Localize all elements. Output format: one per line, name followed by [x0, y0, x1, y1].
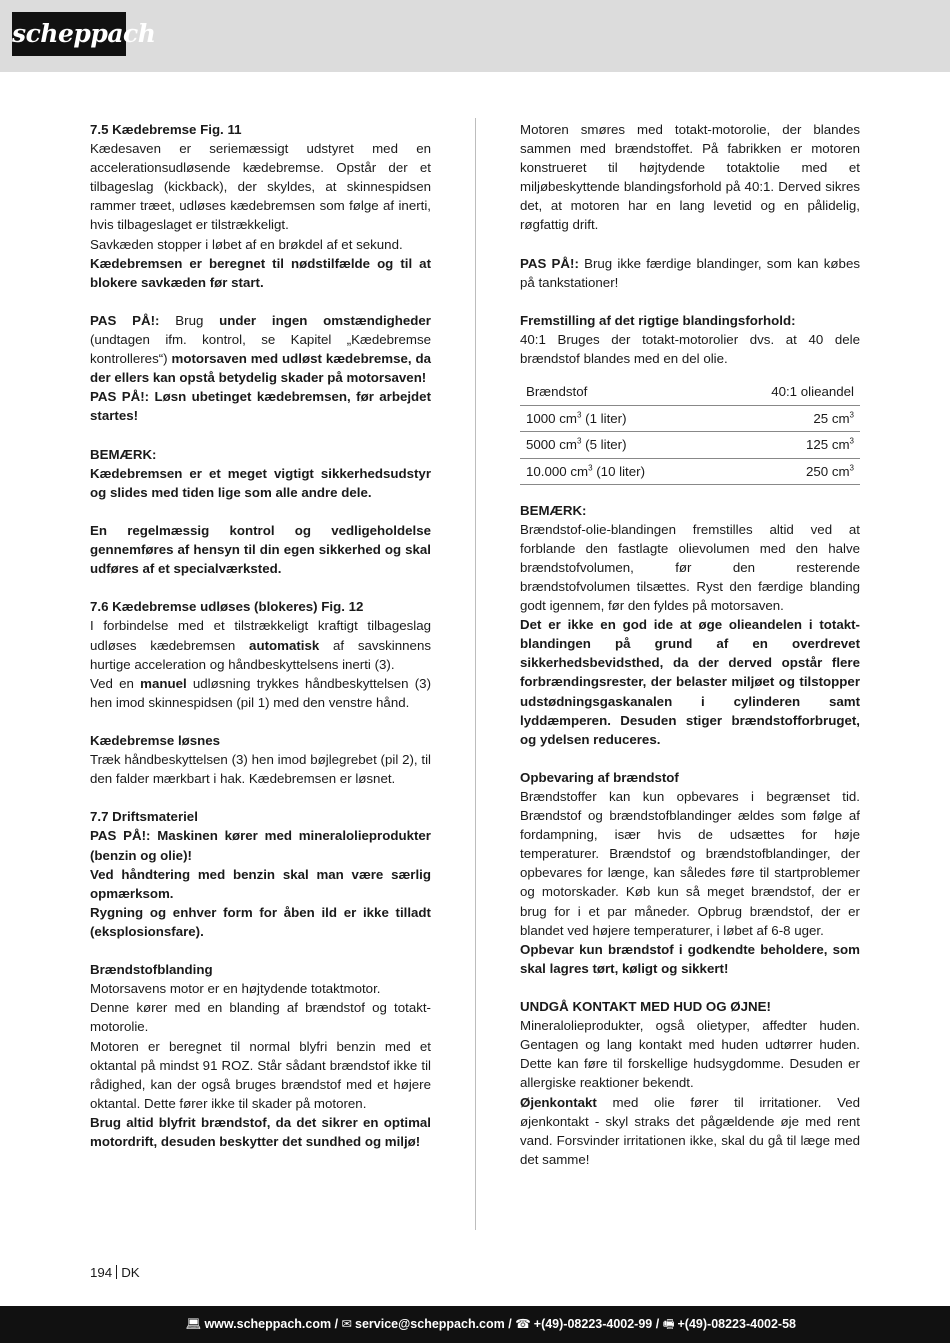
- table-header-cell: 40:1 olieandel: [717, 378, 860, 406]
- warning-paragraph: [90, 311, 431, 387]
- text-run-bold: motorsaven med udløst kædebremse, da der ellers kan opstå betydelig skader på motorsaven!: [90, 351, 431, 386]
- note-paragraph: En regelmæssig kontrol og vedligeholdelse gennemføres af hensyn til din egen sikkerhed og skal udføres af et specialværksted.: [90, 522, 431, 577]
- footer-separator: /: [331, 1317, 342, 1331]
- table-cell: [520, 458, 717, 484]
- superscript: 3: [849, 436, 854, 446]
- right-column: [520, 120, 860, 1169]
- page-number-value: 194: [90, 1265, 113, 1280]
- text-run: udløsning trykkes håndbeskyttelsen (3) hen imod skinnespidsen (pil 1) med den venstre hånd.: [90, 675, 431, 710]
- cell-text: 10.000 cm: [526, 463, 589, 479]
- note-title: BEMÆRK:: [90, 446, 157, 462]
- table-header-row: [520, 378, 860, 406]
- section-title: 7.5 Kædebremse Fig. 11: [90, 122, 242, 137]
- cell-text: 25 cm: [813, 411, 850, 427]
- page-separator: [116, 1265, 117, 1279]
- cell-text: 250 cm: [805, 463, 850, 479]
- text-run: Brug ikke færdige blandinger, som kan købes på tankstationer!: [520, 255, 860, 290]
- table-cell: [520, 406, 717, 432]
- paragraph-bold: Ved håndtering med benzin skal man være særlig opmærksom.: [90, 866, 431, 901]
- warning-paragraph: PAS PÅ!: Løsn ubetinget kædebremsen, før arbejdet startes!: [90, 389, 431, 424]
- phone-icon: ☎︎: [515, 1317, 531, 1331]
- paragraph-bold: Brug altid blyfrit brændstof, da det sikrer en optimal motordrift, desuden beskytter det sundhed og miljø!: [90, 1114, 431, 1149]
- paragraph: Savkæden stopper i løbet af en brøkdel af et sekund.: [90, 236, 403, 252]
- paragraph-bold: Kædebremsen er beregnet til nødstilfælde og til at blokere savkæden før start.: [90, 255, 431, 290]
- scheppach-logo: scheppach: [12, 12, 126, 56]
- subsection-title: Opbevaring af brændstof: [520, 769, 679, 785]
- paragraph: Brændstof-olie-blandingen fremstilles altid ved at forblande den fastlagte olievolumen med den halve brændstofvolumen, før den resterende brændstofvolumen tilsættes. Ryst den færdige blanding godt igennem, før den fyldes på motorsaven.: [520, 521, 860, 614]
- note-paragraph: Kædebremsen er et meget vigtigt sikkerhedsudstyr og slides med tiden lige som alle andre dele.: [90, 465, 431, 500]
- text-run-bold: automatisk: [249, 637, 320, 653]
- superscript: 3: [849, 463, 854, 473]
- cell-text: (1 liter): [581, 411, 627, 427]
- fax-number: +(49)-08223-4002-58: [677, 1317, 796, 1331]
- superscript: 3: [849, 410, 854, 420]
- warning-label: PAS PÅ!:: [90, 312, 160, 328]
- text-run-bold: manuel: [140, 675, 187, 691]
- footer-contacts: [186, 1306, 796, 1343]
- email-link[interactable]: service@scheppach.com: [355, 1317, 505, 1331]
- cell-text: 125 cm: [805, 437, 850, 453]
- paragraph: Motoren smøres med totakt-motorolie, der blandes sammen med brændstoffet. På fabrikken er motoren konstrueret til højtydende totaktolie med et miljøbeskyttende blandingsforhold på 40:1. Derved sikres det, at motoren har en lang levetid og en pålidelig, røgfattig drift.: [520, 122, 860, 233]
- table-row: [520, 458, 860, 484]
- table-header-cell: Brændstof: [520, 378, 717, 406]
- text-run: I forbindelse med et tilstrækkeligt kraftigt tilbageslag udløses kædebremsen: [90, 618, 431, 653]
- fuel-mix-table: [520, 378, 860, 484]
- paragraph: Motoren er beregnet til normal blyfri benzin med et oktantal på mindst 91 ROZ. Står sådant brændstof ikke til rådighed, kan der også bruges brændstof med et højere oktantal. Dette fører ikke til skader på motoren.: [90, 1038, 431, 1111]
- computer-icon: 💻︎: [185, 1317, 202, 1331]
- table-row: [520, 432, 860, 458]
- text-run: med olie fører til irritationer. Ved øjenkontakt - skyl straks det pågældende øje med rent vand. Forsvinder irritationen ikke, skal du gå til læge med det samme!: [520, 1094, 860, 1167]
- text-run-bold: Øjenkontakt: [520, 1094, 597, 1110]
- cell-text: 1000 cm: [526, 411, 577, 427]
- section-title: 7.6 Kædebremse udløses (blokeres) Fig. 12: [90, 599, 364, 615]
- superscript: 3: [577, 436, 582, 446]
- paragraph: Mineralolieprodukter, også olietyper, affedter huden. Gentagen og lang kontakt med huden udtørrer huden. Dette kan føre til forskellige hudsygdomme. Desuden er allergiske reaktioner bekendt.: [520, 1018, 860, 1091]
- table-cell: [717, 458, 860, 484]
- paragraph: [520, 1093, 860, 1169]
- superscript: 3: [577, 410, 582, 420]
- subsection-title: Fremstilling af det rigtige blandingsforhold:: [520, 312, 796, 328]
- website-link[interactable]: www.scheppach.com: [204, 1317, 332, 1331]
- note-title: BEMÆRK:: [520, 502, 587, 518]
- text-run: (undtagen ifm. kontrol, se Kapitel „Kædebremse kontrolleres“): [90, 332, 431, 367]
- footer-separator: /: [652, 1317, 663, 1331]
- paragraph-bold: Opbevar kun brændstof i godkendte beholdere, som skal lagres tørt, køligt og sikkert!: [520, 941, 860, 976]
- language-code: DK: [121, 1265, 140, 1280]
- warning-label: PAS PÅ!:: [520, 255, 579, 271]
- paragraph: Træk håndbeskyttelsen (3) hen imod bøjlegrebet (pil 2), til den falder mærkbart i hak. Kædebremsen er løsnet.: [90, 752, 431, 787]
- paragraph: 40:1 Bruges der totakt-motorolier dvs. at 40 dele brændstof blandes med en del olie.: [520, 332, 860, 367]
- paragraph: [90, 674, 431, 712]
- paragraph-bold: Det er ikke en god ide at øge olieandelen i totakt-blandingen på grund af en overdrevet sikkerhedsbevidsthed, da der derved opstår flere forbrændingsrester, der belaster miljøet og tilstopper udstødningsgaskanalen i cylinderen samt lyddæmperen. Desuden stiger brændstofforbruget, og ydelsen reduceres.: [520, 617, 860, 747]
- paragraph: Kædesaven er seriemæssigt udstyret med en accelerationsudløsende kædebremse. Opstår der et tilbageslag (kickback), der skyldes, at skinnespidsen rammer træet, udløses kædebremsen som følge af inerti, hvis tilbageslaget er tilstrækkeligt.: [90, 141, 431, 233]
- table-cell: [717, 406, 860, 432]
- text-run: af savskinnens hurtige acceleration og håndbeskyttelsens inerti (3).: [90, 637, 431, 672]
- table-cell: [520, 432, 717, 458]
- fax-icon: 🖷︎: [662, 1317, 675, 1331]
- paragraph-bold: PAS PÅ!: Maskinen kører med mineralolieprodukter (benzin og olie)!: [90, 828, 431, 863]
- paragraph: Brændstoffer kan kun opbevares i begrænset tid. Brændstof og brændstofblandinger ældes som følge af fordampning, især hvis de udsættes for høje temperaturer. Brændstof og brændstofblandinger, der opbevares for længe, kan således føre til startproblemer og motorskader. Køb kun så meget brændstof, der er brug for i et par måneder. Opbrug brændstof, der er blandet ved højere temperaturer, i løbet af 6-8 uger.: [520, 789, 860, 938]
- phone-number: +(49)-08223-4002-99: [533, 1317, 653, 1331]
- table-row: [520, 406, 860, 432]
- superscript: 3: [588, 463, 593, 473]
- subsection-title: Kædebremse løsnes: [90, 733, 221, 748]
- table-cell: [717, 432, 860, 458]
- left-column: [90, 120, 431, 1151]
- paragraph-bold: Rygning og enhver form for åben ild er ikke tilladt (eksplosionsfare).: [90, 904, 431, 939]
- subsection-title: Brændstofblanding: [90, 962, 213, 978]
- footer-separator: /: [504, 1317, 516, 1331]
- subsection-title: UNDGÅ KONTAKT MED HUD OG ØJNE!: [520, 999, 771, 1015]
- text-run: Ved en: [90, 675, 141, 691]
- text-run: Brug: [159, 312, 220, 328]
- section-title: 7.7 Driftsmateriel: [90, 809, 198, 825]
- warning-paragraph: [520, 254, 860, 292]
- column-divider: [475, 118, 476, 1230]
- paragraph: Denne kører med en blanding af brændstof og totakt-motorolie.: [90, 1000, 431, 1035]
- mail-icon: ✉︎: [341, 1317, 352, 1331]
- cell-text: (10 liter): [592, 463, 646, 479]
- cell-text: 5000 cm: [526, 437, 577, 453]
- paragraph: Motorsavens motor er en højtydende totaktmotor.: [90, 981, 381, 997]
- text-run-bold: under ingen omstændigheder: [219, 312, 431, 328]
- paragraph: [90, 616, 431, 673]
- footer-bar: [0, 1306, 950, 1343]
- cell-text: (5 liter): [581, 437, 627, 453]
- page-number: [90, 1265, 140, 1280]
